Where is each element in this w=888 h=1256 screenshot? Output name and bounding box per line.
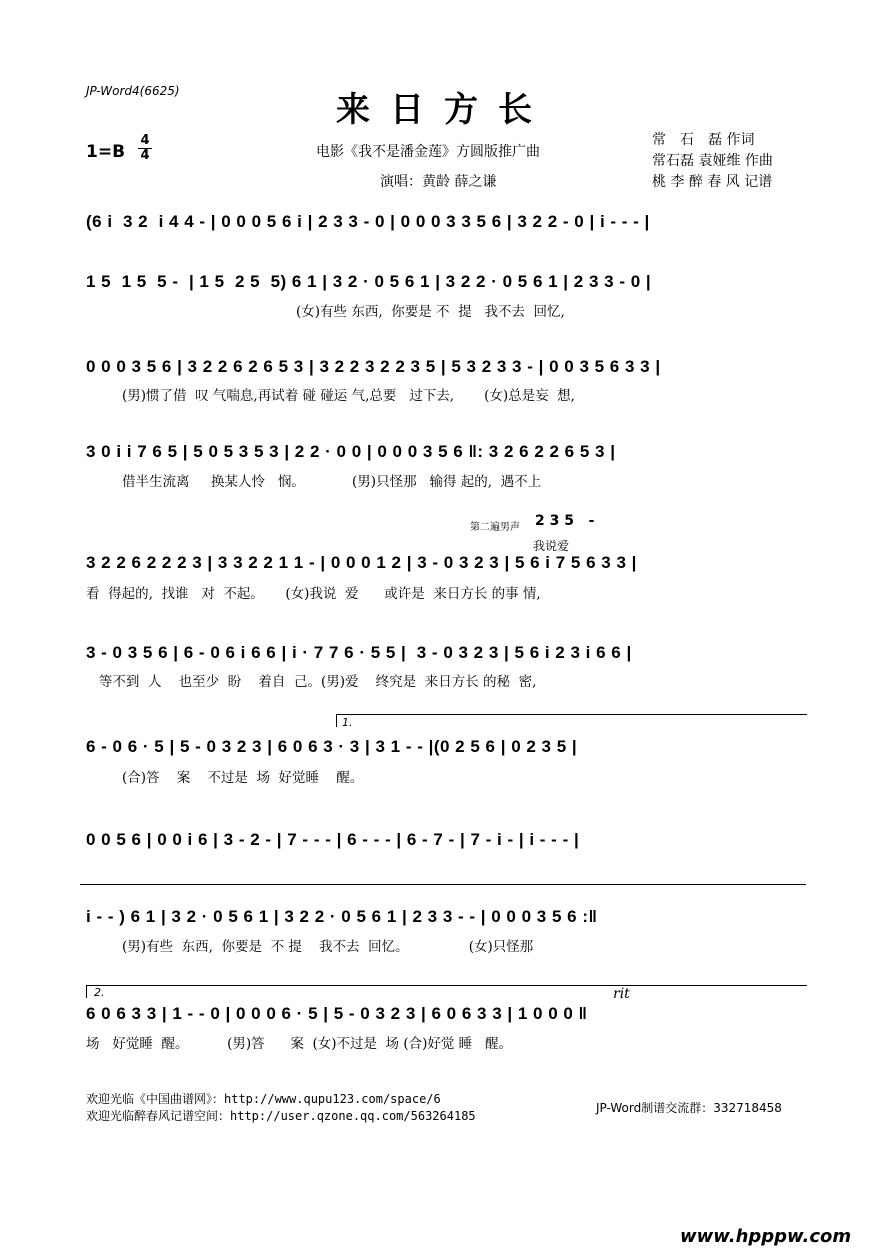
rit-marking: rit xyxy=(613,986,630,1002)
time-signature xyxy=(138,134,152,163)
footer-site-1: 欢迎光临《中国曲谱网》：http://www.qupu123.com/space/6 xyxy=(86,1092,441,1106)
notes-row-2: 1 5 1 5 5 - | 1 5 2 5 5) 6 1 | 3 2 · 0 5 6 1 | 3 2 2 · 0 5 6 1 | 2 3 3 - 0 | xyxy=(86,272,652,291)
singers: 演唱：黄龄 薛之谦 xyxy=(380,174,497,190)
volta-bracket-1 xyxy=(336,714,807,727)
lyrics-row-7: (合)答 案 不过是 场 好觉睡 醒。 xyxy=(122,770,364,786)
notes-row-1: (6 i 3 2 i 4 4 - | 0 0 0 5 6 i | 2 3 3 - 0 | 0 0 0 3 3 5 6 | 3 2 2 - 0 | i - - - | xyxy=(86,212,650,231)
lyrics-row-4: 借半生流离 换某人怜 悯。 (男)只怪那 输得 起的, 遇不上 xyxy=(122,474,542,490)
lyrics-row-3: (男)惯了借 叹 气喘息,再试着 碰 碰运 气,总要 过下去, (女)总是妄 想, xyxy=(122,388,575,404)
song-title: 来日方长 xyxy=(336,90,552,130)
subtitle: 电影《我不是潘金莲》方圆版推广曲 xyxy=(316,144,540,160)
time-signature-bottom: 4 xyxy=(138,148,152,163)
volta-label-1: 1. xyxy=(342,716,353,729)
volta-label-2: 2. xyxy=(94,986,105,999)
lyrics-row-5: 看 得起的, 找谁 对 不起。 (女)我说 爱 或许是 来日方长 的事 情, xyxy=(86,586,541,602)
notes-row-10: 6 0 6 3 3 | 1 - - 0 | 0 0 0 6 · 5 | 5 - 0 3 2 3 | 6 0 6 3 3 | 1 0 0 0 ‖ xyxy=(86,1004,588,1023)
notes-row-8: 0 0 5 6 | 0 0 i 6 | 3 - 2 - | 7 - - - | 6 - - - | 6 - 7 - | 7 - i - | i - - - | xyxy=(86,830,580,849)
notes-row-5: 3 2 2 6 2 2 2 3 | 3 3 2 2 1 1 - | 0 0 0 1 2 | 3 - 0 3 2 3 | 5 6 i 7 5 6 3 3 | xyxy=(86,553,637,572)
lyrics-row-6: 等不到 人 也至少 盼 着自 己。(男)爱 终究是 来日方长 的秘 密, xyxy=(86,674,537,690)
notes-row-3: 0 0 0 3 5 6 | 3 2 2 6 2 6 5 3 | 3 2 2 3 2 2 3 5 | 5 3 2 3 3 - | 0 0 3 5 6 3 3 | xyxy=(86,357,661,376)
credit-music: 常石磊 袁娅维 作曲 xyxy=(652,153,773,169)
credit-score: 桃 李 醉 春 风 记谱 xyxy=(652,174,773,190)
software-label: JP-Word4(6625) xyxy=(86,84,180,98)
notes-row-7: 6 - 0 6 · 5 | 5 - 0 3 2 3 | 6 0 6 3 · 3 | 3 1 - - |(0 2 5 6 | 0 2 3 5 | xyxy=(86,737,578,756)
lyrics-row-9: (男)有些 东西, 你要是 不 提 我不去 回忆。 (女)只怪那 xyxy=(122,939,534,955)
key-signature: 1=B xyxy=(86,142,126,162)
notes-row-9: i - - ) 6 1 | 3 2 · 0 5 6 1 | 3 2 2 · 0 5 6 1 | 2 3 3 - - | 0 0 0 3 5 6 :‖ xyxy=(86,907,598,926)
volta-bracket-2 xyxy=(86,985,807,998)
second-verse-label: 第二遍男声 xyxy=(470,522,520,533)
credit-lyrics: 常 石 磊 作词 xyxy=(652,132,755,148)
lyrics-row-2: (女)有些 东西, 你要是 不 提 我不去 回忆, xyxy=(296,304,565,320)
second-verse-notes: 2 3 5 - xyxy=(535,513,595,529)
tie-line xyxy=(80,884,806,897)
footer-group: JP-Word制谱交流群：332718458 xyxy=(596,1101,782,1115)
time-signature-top: 4 xyxy=(140,133,150,148)
notes-row-6: 3 - 0 3 5 6 | 6 - 0 6 i 6 6 | i · 7 7 6 · 5 5 | 3 - 0 3 2 3 | 5 6 i 2 3 i 6 6 | xyxy=(86,643,632,662)
watermark: www.hpppw.com xyxy=(680,1226,852,1247)
second-verse-lyric: 我说爱 xyxy=(533,539,570,553)
notes-row-4: 3 0 i i 7 6 5 | 5 0 5 3 5 3 | 2 2 · 0 0 | 0 0 0 3 5 6 ‖: 3 2 6 2 2 6 5 3 | xyxy=(86,442,616,461)
footer-site-2: 欢迎光临醉春风记谱空间：http://user.qzone.qq.com/563264185 xyxy=(86,1109,476,1123)
lyrics-row-10: 场 好觉睡 醒。 (男)答 案 (女)不过是 场 (合)好觉 睡 醒。 xyxy=(86,1036,513,1052)
